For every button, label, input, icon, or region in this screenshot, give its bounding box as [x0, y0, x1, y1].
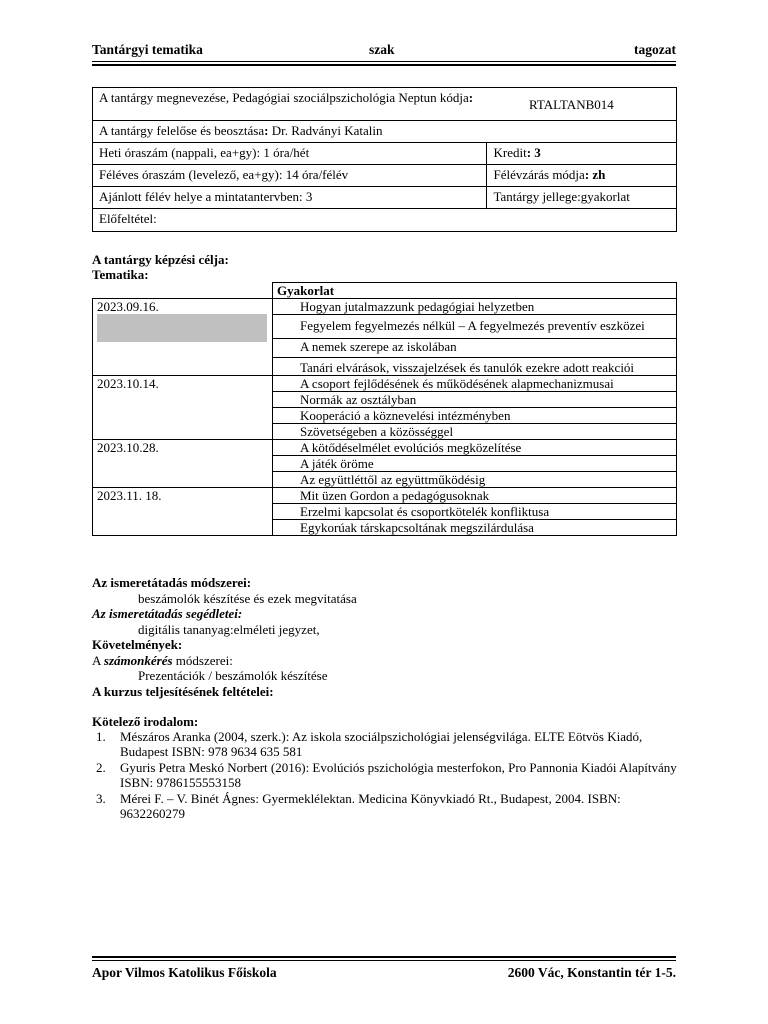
literature-list: [92, 729, 682, 822]
credit-cell: Kredit: 3: [487, 143, 677, 165]
topic-row: Mit üzen Gordon a pedagógusoknak: [273, 488, 677, 504]
goal-label: A tantárgy képzési célja:: [92, 252, 229, 267]
topic-row: Normák az osztályban: [273, 392, 677, 408]
assessment-label: [92, 653, 692, 669]
hours-corr: Féléves óraszám (levelező, ea+gy): 14 óra/félév: [99, 167, 349, 182]
topic-row: Fegyelem fegyelmezés nélkül – A fegyelmezés preventív eszközei: [273, 315, 677, 339]
topic-row: A csoport fejlődésének és működésének alapmechanizmusai: [273, 376, 677, 392]
schedule-header: Gyakorlat: [273, 283, 677, 299]
course-name-cell: A tantárgy megnevezése, Pedagógiai szociálpszichológia Neptun kódja:: [93, 88, 487, 121]
literature-text: Gyuris Petra Meskó Norbert (2016): Evolúciós pszichológia mesterfokon, Pro Pannonia Kiadói Alapítvány ISBN: 9786155553158: [120, 760, 677, 790]
topic-row: Tanári elvárások, visszajelzések és tanulók ezekre adott reakciói: [273, 358, 677, 376]
session-date: [93, 299, 273, 376]
topics-label: Tematika:: [92, 267, 149, 282]
session-date: [93, 376, 273, 440]
neptun-code: RTALTANB014: [528, 96, 614, 112]
session-date: [93, 440, 273, 488]
neptun-label: Neptun kódja: [398, 90, 469, 105]
session-date-text: 2023.11. 18.: [97, 488, 162, 503]
literature-text: Mérei F. – V. Binét Ágnes: Gyermeklélektan. Medicina Könyvkiadó Rt., Budapest, 2004. ISBN: 9632260279: [120, 791, 621, 821]
footer-right: 2600 Vác, Konstantin tér 1-5.: [507, 965, 676, 980]
responsible-label: A tantárgy felelőse és beosztása: [99, 123, 265, 138]
course-info-table: [92, 87, 677, 232]
methods-text: beszámolók készítése és ezek megvitatása: [138, 590, 357, 606]
assess-prefix: A: [92, 652, 101, 668]
topic-row: Egykorúak társkapcsoltának megszilárdulása: [273, 520, 677, 536]
topic-row: Az együttléttől az együttműködésig: [273, 472, 677, 488]
course-name-value: Pedagógiai szociálpszichológia: [232, 90, 396, 105]
literature-item: [92, 729, 682, 759]
credit-value: 3: [534, 145, 541, 160]
footer-rule: [92, 960, 676, 961]
hours-day-cell: [93, 143, 487, 165]
header-left: Tantárgyi tematika: [92, 42, 203, 57]
hours-day: Heti óraszám (nappali, ea+gy): 1 óra/hét: [99, 145, 310, 160]
literature-item: [92, 791, 682, 821]
assess-suffix: módszerei:: [175, 652, 233, 668]
footer-left: Apor Vilmos Katolikus Főiskola: [92, 965, 277, 980]
topic-row: Hogyan jutalmazzunk pedagógiai helyzetben: [273, 299, 677, 315]
responsible-cell: A tantárgy felelőse és beosztása: Dr. Radványi Katalin: [93, 121, 677, 143]
exam-value: zh: [592, 167, 606, 182]
responsible-value: Dr. Radványi Katalin: [271, 123, 383, 138]
schedule-corner: [93, 283, 273, 299]
aids-text: digitális tananyag:elméleti jegyzet,: [138, 621, 320, 637]
credit-label: Kredit: [493, 145, 527, 160]
literature-num: 1.: [96, 729, 106, 744]
methods-section: [92, 575, 692, 699]
requirements-label: Követelmények:: [92, 637, 183, 652]
exam-cell: Félévzárás módja: zh: [487, 165, 677, 187]
aids-label: Az ismeretátadás segédletei:: [92, 606, 243, 621]
topic-row: Erzelmi kapcsolat és csoportkötelék konfliktusa: [273, 504, 677, 520]
neptun-code-cell: [487, 88, 677, 121]
methods-label: Az ismeretátadás módszerei:: [92, 575, 252, 590]
header-rule-thick: [92, 64, 676, 66]
hours-corr-cell: [93, 165, 487, 187]
topic-row: A nemek szerepe az iskolában: [273, 339, 677, 358]
topic-row: A játék öröme: [273, 456, 677, 472]
header-right: tagozat: [634, 42, 676, 57]
assessment-text: Prezentációk / beszámolók készítése: [138, 668, 328, 683]
exam-label: Félévzárás módja: [493, 167, 585, 182]
completion-label: A kurzus teljesítésének feltételei:: [92, 683, 274, 699]
character: Tantárgy jellege:gyakorlat: [493, 189, 630, 204]
character-cell: [487, 187, 677, 209]
session-date-text: 2023.10.14.: [97, 376, 159, 391]
assess-emphasis: számonkérés: [103, 652, 173, 668]
session-date: [93, 488, 273, 536]
course-name-label: A tantárgy megnevezése,: [99, 90, 230, 105]
topic-row: A kötődéselmélet evolúciós megközelítése: [273, 440, 677, 456]
session-date-text: 2023.10.28.: [97, 440, 159, 455]
topic-row: Szövetségeben a közösséggel: [273, 424, 677, 440]
literature-num: 2.: [96, 760, 106, 775]
redacted-block: [97, 314, 267, 342]
literature-num: 3.: [96, 791, 106, 806]
semester-cell: [93, 187, 487, 209]
footer-rule-thick: [92, 956, 676, 958]
prereq-cell: [93, 209, 677, 232]
session-date-text: 2023.09.16.: [97, 299, 159, 314]
page-footer: [92, 965, 676, 981]
literature-label: Kötelező irodalom:: [92, 714, 199, 729]
topic-row: Kooperáció a köznevelési intézményben: [273, 408, 677, 424]
header-center: szak: [369, 42, 395, 57]
schedule-table: [92, 282, 677, 536]
header-rule: [92, 61, 676, 62]
page-header: [92, 42, 676, 58]
literature-item: [92, 760, 682, 790]
semester: Ajánlott félév helye a mintatantervben: 3: [99, 189, 313, 204]
prereq: Előfeltétel:: [99, 211, 157, 226]
literature-text: Mészáros Aranka (2004, szerk.): Az iskola szociálpszichológiai jelenségvilága. ELTE Eötvös Kiadó, Budapest ISBN: 978 9634 635 581: [120, 729, 643, 759]
